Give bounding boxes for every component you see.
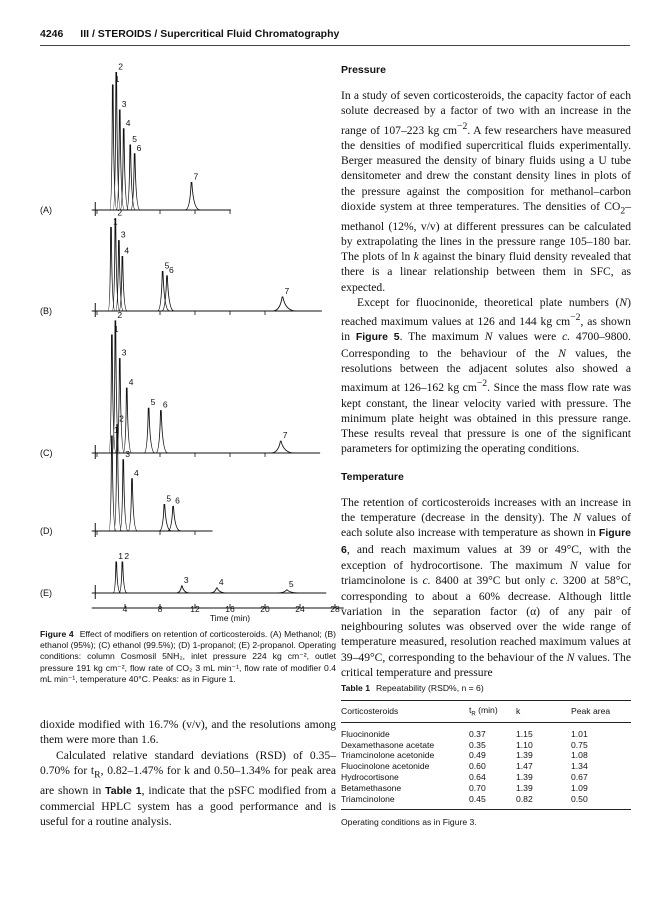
peak-label: 3 <box>120 229 126 240</box>
peak-label: 3 <box>121 347 127 358</box>
peak-label: 5 <box>132 134 137 144</box>
temperature-paragraph-1: The retention of corticosteroids increases with an increase in the temperature (decrease in the density). The N values of each solute also increase with temperature as shown in Figure 6, and reach maximum values at 39 or 49°C, with the exception of hydrocortisone. The maximum N value for triamcinolone is c. 8400 at 39°C but only c. 3200 at 58°C, corresponding to about a 60% decrease. Although little variation in the separation factor (α) of any pair of neighbouring solutes was observed over the wide range of temperature measured, resolution reached maximum values at 39–49°C, corresponding to the behaviour of the N values. The critical temperature and pressure <box>341 495 631 679</box>
chromatogram-peak <box>123 388 131 453</box>
table-title: Table 1 Repeatability (RSD%, n = 6) <box>341 683 484 693</box>
table-1 <box>341 683 631 827</box>
page-number: 4246 <box>40 28 64 40</box>
peak-label: 4 <box>128 377 134 388</box>
chromatogram-peak <box>120 460 128 531</box>
x-tick-label: 20 <box>260 604 270 614</box>
chromatogram-peak <box>210 588 227 593</box>
chromatogram-peak <box>156 411 168 453</box>
peak-label: 1 <box>114 74 120 84</box>
chromatogram-peak <box>168 506 181 531</box>
peak-label: 1 <box>118 551 123 561</box>
pressure-paragraph-1: In a study of seven corticosteroids, the capacity factor of each solute decreased by a factor of two with an increase in the range of 107–223 kg $cm^{-2}$. A few researchers have measured the densities of modified supercritical fluids experimentally. Berger measured the density of binary fluids using a U tube densitometer and drew the constant density lines in plots of the pressure against the composition for methanol–carbon dioxide system at three temperatures. The densities of $CO_2$–methanol (12%, v/v) at different pressures can be calculated by extrapolating the lines in the pressure range 105–180 bar. The plots of ln k against the binary fluid density revealed that there is a linear relationship between them in SFC, as expected. <box>341 89 631 294</box>
chromatogram-peak <box>271 441 294 453</box>
peak-label: 7 <box>284 285 290 296</box>
figure-caption <box>40 629 336 685</box>
peak-label: 5 <box>164 260 170 271</box>
peak-label: 4 <box>134 467 139 478</box>
table-1-link[interactable]: Table 1 <box>105 784 142 797</box>
x-axis-label: Time (min) <box>209 613 251 623</box>
peak-label: 6 <box>169 264 174 275</box>
repeatability-table <box>341 700 631 810</box>
table-footnote: Operating conditions as in Figure 3. <box>341 817 477 828</box>
peak-label: 2 <box>118 61 123 72</box>
chromatogram-peak <box>114 425 122 531</box>
table-row: Fluocinonide 0.37 1.15 1.01 <box>341 728 588 739</box>
chromatogram-peak <box>144 408 155 453</box>
running-title: III / STEROIDS / Supercritical Fluid Chromatography <box>80 28 340 40</box>
panel-label: (E) <box>40 588 52 598</box>
panel-label: (B) <box>40 306 52 316</box>
peak-label: 6 <box>136 142 142 153</box>
peak-label: 3 <box>125 448 130 459</box>
figure-5-link[interactable]: Figure 5 <box>355 331 400 344</box>
running-header <box>40 28 630 44</box>
table-header-row <box>341 701 631 723</box>
peak-label: 2 <box>117 309 123 320</box>
table-row: Triamcinolone 0.45 0.82 0.50 <box>341 794 631 810</box>
chromatogram-peak <box>119 562 127 593</box>
pressure-paragraph-2: Except for fluocinonide, theoretical plate numbers (N) reached maximum values at 126 and 144 kg $cm^{-2}$, as shown in Figure 5. The maximum N values were c. 4700–9800. Corresponding to the behaviour of the N values, the resolutions between the adjacent solutes also showed a maximum at 126–162 kg $cm^{-2}$. Since the mass flow rate was kept constant, the linear velocity varied with pressure. The minimum plate height was obtained in this pressure range. These results reveal that pressure is one of the significant parameters for optimizing the operating conditions. <box>341 296 632 456</box>
table-label: Table 1 <box>341 683 370 693</box>
peak-label: 5 <box>150 397 156 408</box>
panel-label: (D) <box>40 526 53 536</box>
peak-label: 1 <box>113 425 119 435</box>
peak-label: 4 <box>124 245 130 256</box>
peak-label: 5 <box>166 493 172 504</box>
pressure-heading: Pressure <box>341 64 386 76</box>
figure-caption-text: Effect of modifiers on retention of corticosteroids. (A) Methanol; (B) ethanol (95%); (C) ethanol (99.5%); (D) 1-propanol; (E) 2-propanol. Operating conditions: column Cosmosil 5NH₂, inlet pressure 224 kg cm⁻², outlet pressure 191 kg cm⁻², flow rate of CO₂ 3 mL min⁻¹, flow rate of modifier 0.4 mL min⁻¹, temperature 40°C. Peaks: as in Figure 1. <box>40 629 336 684</box>
table-row: Dexamethasone acetate 0.35 1.10 0.75 <box>341 739 588 750</box>
figure-6-link[interactable]: Figure 6 <box>341 527 631 556</box>
peak-label: 2 <box>119 413 124 424</box>
col-header-corticosteroids: Corticosteroids <box>341 701 469 723</box>
peak-label: 7 <box>282 430 288 441</box>
right-column <box>341 64 631 680</box>
chromatogram-peak <box>120 129 128 210</box>
peak-label: 2 <box>117 207 123 218</box>
header-rule <box>40 45 630 46</box>
chromatogram-peak <box>176 586 190 593</box>
x-tick-label: 24 <box>295 604 305 614</box>
table-row: Triamcinolone acetonide 0.49 1.39 1.08 <box>341 750 588 761</box>
peak-label: 3 <box>183 575 189 585</box>
panel-label: (A) <box>40 205 52 215</box>
peak-label: 6 <box>175 495 180 506</box>
chromatogram-peak <box>113 562 120 593</box>
x-tick-label: 16 <box>225 604 235 614</box>
table-row: Fluocinolone acetonide 0.60 1.47 1.34 <box>341 761 588 772</box>
col-header-k: k <box>516 701 571 723</box>
peak-label: 5 <box>288 579 294 589</box>
peak-label: 1 <box>113 216 118 227</box>
x-tick-label: 4 <box>122 604 128 614</box>
figure-4-chromatograms <box>40 61 340 623</box>
peak-label: 3 <box>121 99 127 109</box>
peak-label: 7 <box>193 171 199 182</box>
table-row: Hydrocortisone 0.64 1.39 0.67 <box>341 771 588 782</box>
chromatogram-peak <box>273 297 296 311</box>
peak-label: 6 <box>162 399 168 410</box>
peak-label: 4 <box>125 117 131 128</box>
left-paragraph-2: Calculated relative standard deviations (RSD) of 0.35–0.70% for $t_R$, 0.82–1.47% for k and 0.50–1.34% for peak area are shown in Table 1, indicate that the pSFC modified from a commercial HPLC system has a good performance and is useful for a routine analysis. <box>40 748 336 829</box>
x-tick-label: 12 <box>190 604 200 614</box>
figure-label: Figure 4 <box>40 629 74 639</box>
table-row: Betamethasone 0.70 1.39 1.09 <box>341 782 588 793</box>
temperature-heading: Temperature <box>341 470 404 483</box>
chromatogram-peak <box>159 504 171 531</box>
left-paragraph-1: dioxide modified with 16.7% (v/v), and the resolutions among them were more than 1.6. <box>40 718 336 747</box>
left-column-text <box>40 717 336 829</box>
col-header-peak-area: Peak area <box>571 701 631 723</box>
x-tick-label: 8 <box>157 604 163 614</box>
peak-label: 4 <box>218 577 224 587</box>
x-tick-label: 28 <box>330 604 340 614</box>
chromatogram-peak <box>131 154 140 210</box>
peak-label: 1 <box>113 324 119 334</box>
chromatogram-peak <box>128 479 137 531</box>
panel-label: (C) <box>40 448 53 458</box>
peak-label: 2 <box>124 551 130 561</box>
col-header-tr: $t_R$ (min) <box>469 701 516 723</box>
chromatogram-peak <box>185 183 200 211</box>
